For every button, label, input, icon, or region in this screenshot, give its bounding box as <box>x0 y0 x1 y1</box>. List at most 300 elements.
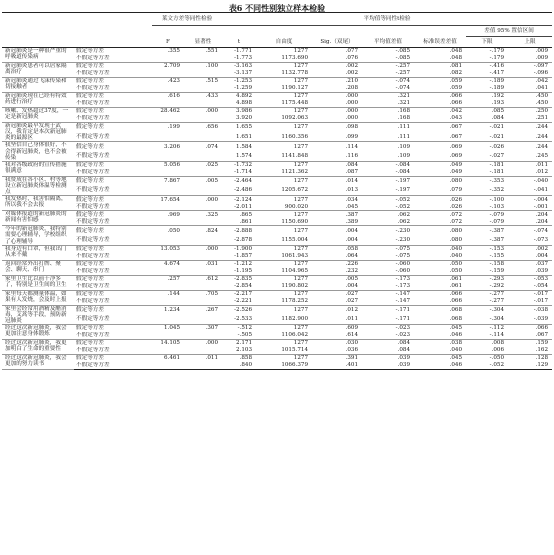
table-row <box>2 196 552 204</box>
table-header <box>2 13 552 48</box>
t-cell: 1.584 <box>236 143 253 150</box>
p-cell: .045 <box>312 203 362 211</box>
md-cell: -.230 <box>362 235 414 245</box>
df-cell: 1205.672 <box>256 186 312 196</box>
table-row <box>2 325 552 333</box>
empty-cell <box>184 362 222 370</box>
se-cell: .040 <box>449 245 463 252</box>
se-cell: .079 <box>414 186 466 196</box>
lo-cell: .006 <box>466 347 508 355</box>
question-cell: 我赞成在各小区、村等地设立新冠肺炎体温等检测点 <box>2 176 74 195</box>
f-cell: 1.234 <box>163 307 180 314</box>
md-cell: .168 <box>362 115 414 123</box>
f-cell: 2.709 <box>163 63 180 70</box>
table-row <box>2 355 552 363</box>
table-row <box>2 203 552 211</box>
f-cell: 6.461 <box>163 355 180 362</box>
df-cell: 1190.802 <box>256 283 312 291</box>
t-cell: -1.900 <box>234 245 253 252</box>
se-cell: .080 <box>449 227 463 234</box>
p-cell: .013 <box>312 186 362 196</box>
table-row <box>2 347 552 355</box>
col-t: t <box>222 37 256 48</box>
independent-samples-test-table <box>2 12 552 370</box>
sig-cell: .433 <box>205 93 219 100</box>
assumption-label: 不假定等方差 <box>74 332 152 340</box>
p-cell: .000 <box>312 115 362 123</box>
empty-cell <box>152 235 184 245</box>
t-cell: -1.253 <box>234 78 253 85</box>
t-cell: -2.533 <box>222 315 256 325</box>
lo-cell: -.417 <box>466 70 508 78</box>
assumption-label: 不假定等方差 <box>74 298 152 306</box>
table-row <box>2 305 552 315</box>
assumption-label: 假定等方差 <box>76 245 104 252</box>
df-cell: 1155.004 <box>256 235 312 245</box>
md-cell: -.085 <box>362 55 414 63</box>
up-cell: .009 <box>508 55 552 63</box>
question-cell: 家里每天都测量体温，如果有人发烧，会及时上报 <box>2 290 74 305</box>
up-cell: .129 <box>508 362 552 370</box>
table-row <box>2 48 552 56</box>
p-cell: .012 <box>345 307 359 314</box>
lo-cell: .085 <box>491 108 505 115</box>
assumption-label: 假定等方差 <box>76 143 104 150</box>
se-cell: .059 <box>449 78 463 85</box>
md-cell: -.171 <box>395 307 411 314</box>
md-cell: -.230 <box>395 227 411 234</box>
md-cell: -.052 <box>362 203 414 211</box>
p-cell: .076 <box>312 55 362 63</box>
assumption-label: 假定等方差 <box>76 196 104 203</box>
lo-cell: .193 <box>466 100 508 108</box>
se-cell: .067 <box>414 132 466 142</box>
table-row <box>2 55 552 63</box>
md-cell: -.257 <box>362 70 414 78</box>
up-cell: .037 <box>535 260 549 267</box>
lo-cell: -.155 <box>466 253 508 261</box>
sig-cell: .005 <box>205 178 219 185</box>
question-cell: 返回经常外出打牌、聚会、聊天、串门 <box>2 260 74 275</box>
se-cell: .046 <box>414 362 466 370</box>
md-cell: -.052 <box>395 196 411 203</box>
lo-cell: -.416 <box>489 63 505 70</box>
sig-cell: .515 <box>205 78 219 85</box>
question-cell: 我发热时，我害怕隔离，所以我不会去报 <box>2 196 74 211</box>
p-cell: .401 <box>312 362 362 370</box>
df-cell: 1277 <box>293 48 309 55</box>
t-cell: -2.217 <box>234 290 253 297</box>
lo-cell: -.052 <box>466 362 508 370</box>
assumption-label: 假定等方差 <box>76 108 104 115</box>
df-cell: 1277 <box>293 355 309 362</box>
f-cell: .969 <box>167 211 180 218</box>
p-cell: .004 <box>345 227 359 234</box>
lo-cell: -.027 <box>466 152 508 162</box>
sig-cell: .000 <box>205 108 219 115</box>
table-row <box>2 315 552 325</box>
table-body <box>2 48 552 370</box>
table-row <box>2 260 552 268</box>
df-cell: 1173.690 <box>256 55 312 63</box>
table-row <box>2 63 552 71</box>
assumption-label: 不假定等方差 <box>74 55 152 63</box>
assumption-label: 不假定等方差 <box>74 347 152 355</box>
p-cell: .036 <box>312 347 362 355</box>
empty-cell <box>184 268 222 276</box>
table-row <box>2 235 552 245</box>
df-cell: 1104.965 <box>256 268 312 276</box>
t-cell: .858 <box>239 355 253 362</box>
table-row <box>2 115 552 123</box>
sig-cell: .031 <box>205 260 219 267</box>
t-cell: .840 <box>222 362 256 370</box>
se-cell: .061 <box>414 283 466 291</box>
se-cell: .038 <box>449 340 463 347</box>
assumption-label: 不假定等方差 <box>74 218 152 226</box>
empty-cell <box>184 332 222 340</box>
empty-cell <box>184 235 222 245</box>
ttest-header: 平均值等同性t检验 <box>222 13 552 26</box>
up-cell: .067 <box>508 332 552 340</box>
lo-cell: -.292 <box>466 283 508 291</box>
lo-cell: -.103 <box>466 203 508 211</box>
up-cell: -.041 <box>508 186 552 196</box>
col-upper: 上限 <box>508 37 552 48</box>
empty-cell <box>152 70 184 78</box>
empty-cell <box>152 332 184 340</box>
md-cell: -.147 <box>395 290 411 297</box>
t-cell: -1.732 <box>234 162 253 169</box>
t-cell: .861 <box>222 218 256 226</box>
table-row <box>2 78 552 86</box>
f-cell: 4.674 <box>163 260 180 267</box>
table-row <box>2 275 552 283</box>
up-cell: .450 <box>535 93 549 100</box>
table-row <box>2 142 552 152</box>
df-cell: 1277 <box>293 325 309 332</box>
question-cell: 我坚信自己身体很好，不会得新冠肺炎，也不会被传染 <box>2 142 74 161</box>
table-row <box>2 253 552 261</box>
up-cell: .011 <box>535 162 549 169</box>
up-cell: .041 <box>508 85 552 93</box>
p-cell: .004 <box>312 283 362 291</box>
lo-cell: -.021 <box>466 132 508 142</box>
question-cell: 新冠肺炎最早发现于武汉，我肯定是本次新冠肺炎的最源区 <box>2 123 74 142</box>
assumption-label: 假定等方差 <box>76 48 104 55</box>
table-row <box>2 290 552 298</box>
df-cell: 1277 <box>293 307 309 314</box>
lo-cell: -.387 <box>466 235 508 245</box>
question-cell: 经过这次新冠肺炎，我更加明白了生命的重要性 <box>2 340 74 355</box>
up-cell: .204 <box>535 211 549 218</box>
up-cell: .250 <box>535 108 549 115</box>
t-cell: -2.526 <box>234 307 253 314</box>
df-cell: 1277 <box>293 196 309 203</box>
question-cell: 我对各级政府的宣传措施很满意 <box>2 161 74 176</box>
lo-cell: -.293 <box>489 275 505 282</box>
sig-cell: .307 <box>205 325 219 332</box>
up-cell: -.074 <box>533 227 549 234</box>
df-cell: 1015.714 <box>256 347 312 355</box>
md-cell: -.173 <box>362 283 414 291</box>
sig-cell: .656 <box>205 124 219 131</box>
empty-cell <box>184 115 222 123</box>
f-cell: 3.206 <box>163 143 180 150</box>
t-cell: 1.574 <box>222 152 256 162</box>
empty-cell <box>152 253 184 261</box>
f-cell: .355 <box>167 48 180 55</box>
assumption-label: 不假定等方差 <box>74 362 152 370</box>
assumption-label: 假定等方差 <box>76 325 104 332</box>
md-cell: .109 <box>397 143 411 150</box>
assumption-label: 假定等方差 <box>76 260 104 267</box>
sig-cell: .551 <box>205 48 219 55</box>
df-cell: 1141.848 <box>256 152 312 162</box>
empty-cell <box>152 347 184 355</box>
col-se-diff: 标准误差差值 <box>414 37 466 48</box>
lo-cell: -.352 <box>466 186 508 196</box>
df-cell: 1277 <box>293 108 309 115</box>
se-cell: .026 <box>449 196 463 203</box>
p-cell: .000 <box>345 108 359 115</box>
md-cell: -.197 <box>362 186 414 196</box>
t-cell: -2.486 <box>222 186 256 196</box>
se-cell: .068 <box>414 315 466 325</box>
table-row <box>2 152 552 162</box>
se-cell: .069 <box>414 152 466 162</box>
assumption-label: 假定等方差 <box>76 162 104 169</box>
lo-cell: -.304 <box>489 307 505 314</box>
p-cell: .000 <box>312 100 362 108</box>
sig-cell: .100 <box>205 63 219 70</box>
lo-cell: -.353 <box>489 178 505 185</box>
table-row <box>2 176 552 186</box>
se-cell: .050 <box>414 268 466 276</box>
df-cell: 900.020 <box>256 203 312 211</box>
table-row <box>2 245 552 253</box>
t-cell: -1.857 <box>222 253 256 261</box>
se-cell: .069 <box>449 143 463 150</box>
question-cell: 经过这次新冠肺炎，我会更加注意身体锻炼 <box>2 325 74 340</box>
empty-cell <box>152 203 184 211</box>
empty-cell <box>184 169 222 177</box>
lo-cell: -.100 <box>489 196 505 203</box>
df-cell: 1121.362 <box>256 169 312 177</box>
se-cell: .026 <box>414 203 466 211</box>
question-cell: 我身边有口罩，但我出门从来不戴 <box>2 245 74 260</box>
lo-cell: -.079 <box>489 211 505 218</box>
up-cell: .159 <box>535 340 549 347</box>
empty-cell <box>152 115 184 123</box>
f-cell: 28.462 <box>160 108 180 115</box>
assumption-label: 不假定等方差 <box>74 186 152 196</box>
df-cell: 1092.063 <box>256 115 312 123</box>
f-cell: .616 <box>167 93 180 100</box>
lo-cell: .084 <box>466 115 508 123</box>
p-cell: .002 <box>312 70 362 78</box>
md-cell: -.074 <box>395 78 411 85</box>
col-sig-2tailed: Sig.（双尾） <box>312 37 362 48</box>
up-cell: .009 <box>535 48 549 55</box>
empty-cell <box>152 218 184 226</box>
t-cell: -2.878 <box>222 235 256 245</box>
se-cell: .066 <box>449 93 463 100</box>
assumption-label: 假定等方差 <box>76 124 104 131</box>
table-row <box>2 186 552 196</box>
lo-cell: -.387 <box>489 227 505 234</box>
md-cell: -.060 <box>362 268 414 276</box>
t-cell: 1.651 <box>222 132 256 142</box>
table-row <box>2 226 552 236</box>
f-cell: .144 <box>167 290 180 297</box>
empty-cell <box>152 132 184 142</box>
assumption-label: 不假定等方差 <box>74 203 152 211</box>
empty-cell <box>152 315 184 325</box>
se-cell: .066 <box>414 298 466 306</box>
se-cell: .043 <box>414 115 466 123</box>
sig-cell: .000 <box>205 340 219 347</box>
table-row <box>2 362 552 370</box>
up-cell: .244 <box>535 124 549 131</box>
assumption-label: 假定等方差 <box>76 93 104 100</box>
lo-cell: -.181 <box>466 169 508 177</box>
up-cell: -.004 <box>533 196 549 203</box>
assumption-label: 不假定等方差 <box>74 253 152 261</box>
t-cell: 1.655 <box>236 124 253 131</box>
t-cell: -2.221 <box>222 298 256 306</box>
t-cell: -1.259 <box>222 85 256 93</box>
question-cell: 对媒体报道的新冠肺炎的新闻有害怕感 <box>2 211 74 226</box>
p-cell: .609 <box>345 325 359 332</box>
lo-cell: -.277 <box>466 298 508 306</box>
assumption-label: 假定等方差 <box>76 178 104 185</box>
col-df: 自由度 <box>256 37 312 48</box>
assumption-label: 假定等方差 <box>76 340 104 347</box>
f-cell: 17.654 <box>160 196 180 203</box>
se-cell: .045 <box>449 325 463 332</box>
sig-cell: .000 <box>205 245 219 252</box>
up-cell: .039 <box>508 268 552 276</box>
lo-cell: -.026 <box>489 143 505 150</box>
t-cell: -2.124 <box>234 196 253 203</box>
df-cell: 1178.252 <box>256 298 312 306</box>
p-cell: .000 <box>345 93 359 100</box>
col-lower: 下限 <box>466 37 508 48</box>
assumption-label: 假定等方差 <box>76 211 104 218</box>
lo-cell: -.158 <box>489 260 505 267</box>
assumption-label: 假定等方差 <box>76 290 104 297</box>
up-cell: .042 <box>535 78 549 85</box>
sig-cell: .025 <box>205 162 219 169</box>
df-cell: 1277 <box>293 340 309 347</box>
se-cell: .072 <box>449 211 463 218</box>
question-cell: 经过这次新冠肺炎，我会更加的努力读书 <box>2 355 74 370</box>
table-row <box>2 298 552 306</box>
md-cell: .062 <box>397 211 411 218</box>
df-cell: 1160.356 <box>256 132 312 142</box>
df-cell: 1175.448 <box>256 100 312 108</box>
lo-cell: -.050 <box>489 355 505 362</box>
p-cell: .005 <box>345 275 359 282</box>
up-cell: .204 <box>508 218 552 226</box>
se-cell: .072 <box>414 218 466 226</box>
df-cell: 1277 <box>293 260 309 267</box>
table-row <box>2 70 552 78</box>
se-cell: .048 <box>414 55 466 63</box>
md-cell: -.075 <box>395 245 411 252</box>
assumption-label: 不假定等方差 <box>74 115 152 123</box>
t-cell: -3.137 <box>222 70 256 78</box>
empty-cell <box>184 298 222 306</box>
lo-cell: -.179 <box>466 55 508 63</box>
p-cell: .208 <box>312 85 362 93</box>
md-cell: -.085 <box>395 48 411 55</box>
sig-cell: .824 <box>205 227 219 234</box>
up-cell: -.053 <box>533 275 549 282</box>
empty-cell <box>152 169 184 177</box>
t-cell: -1.773 <box>222 55 256 63</box>
p-cell: .098 <box>345 124 359 131</box>
empty-cell <box>184 253 222 261</box>
df-cell: 1277 <box>293 143 309 150</box>
up-cell: .128 <box>535 355 549 362</box>
md-cell: .084 <box>397 340 411 347</box>
df-cell: 1182.900 <box>256 315 312 325</box>
f-cell: .050 <box>167 227 180 234</box>
md-cell: -.173 <box>395 275 411 282</box>
p-cell: .114 <box>345 143 359 150</box>
empty-cell <box>184 315 222 325</box>
question-cell: 新冠肺炎通过飞沫传染和切接触者 <box>2 78 74 93</box>
up-cell: -.096 <box>508 70 552 78</box>
assumption-label: 不假定等方差 <box>74 85 152 93</box>
t-cell: -2.854 <box>222 283 256 291</box>
df-cell: 1277 <box>293 178 309 185</box>
df-cell: 1132.778 <box>256 70 312 78</box>
se-cell: .049 <box>414 169 466 177</box>
p-cell: .387 <box>345 211 359 218</box>
p-cell: .389 <box>312 218 362 226</box>
df-cell: 1190.127 <box>256 85 312 93</box>
up-cell: .251 <box>508 115 552 123</box>
up-cell: .244 <box>508 132 552 142</box>
p-cell: .226 <box>345 260 359 267</box>
md-cell: -.060 <box>395 260 411 267</box>
lo-cell: -.189 <box>466 85 508 93</box>
se-cell: .066 <box>449 290 463 297</box>
se-cell: .066 <box>414 100 466 108</box>
empty-cell <box>152 298 184 306</box>
empty-cell <box>184 100 222 108</box>
assumption-label: 不假定等方差 <box>74 235 152 245</box>
lo-cell: -.159 <box>466 268 508 276</box>
question-cell: 咳嗽、发热超过37度，一定是新冠肺炎 <box>2 108 74 123</box>
p-cell: .058 <box>345 245 359 252</box>
md-cell: -.171 <box>362 315 414 325</box>
empty-cell <box>184 55 222 63</box>
se-cell: .046 <box>414 332 466 340</box>
p-cell: .002 <box>345 63 359 70</box>
t-cell: -3.163 <box>234 63 253 70</box>
sig-cell: .705 <box>205 290 219 297</box>
t-cell: 4.898 <box>222 100 256 108</box>
empty-cell <box>184 70 222 78</box>
df-cell: 1277 <box>293 78 309 85</box>
df-cell: 1277 <box>293 227 309 234</box>
assumption-label: 不假定等方差 <box>74 268 152 276</box>
p-cell: .077 <box>345 48 359 55</box>
